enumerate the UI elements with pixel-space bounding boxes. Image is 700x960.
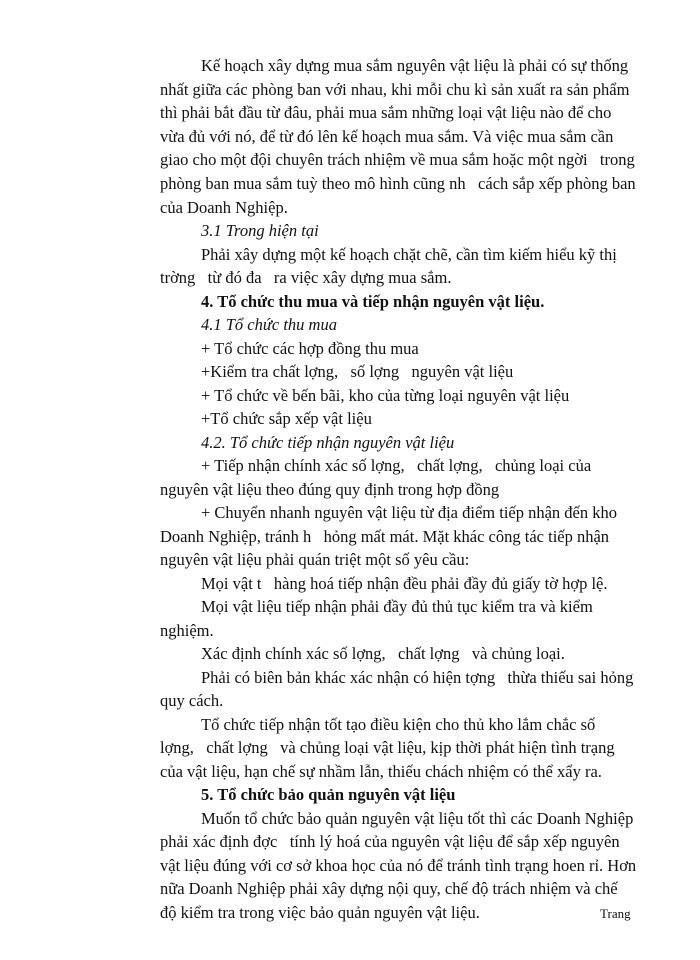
paragraph-line: Mọi vật t hàng hoá tiếp nhận đều phải đầy đủ giấy tờ hợp lệ. [201,574,608,593]
paragraph-line: nữa Doanh Nghiệp phải xây dựng nội quy, chế độ trách nhiệm và chế [160,879,618,898]
section-heading: 5. Tổ chức bảo quản nguyên vật liệu [201,785,456,804]
list-item: +Kiểm tra chất lợng, số lợng nguyên vật liệu [201,362,514,381]
paragraph-line: nguyên vật liệu theo đúng quy định trong hợp đồng [160,480,500,499]
paragraph-line: lợng, chất lợng và chủng loại vật liệu, kịp thời phát hiện tình trạng [160,738,615,757]
paragraph-line: Mọi vật liệu tiếp nhận phải đầy đủ thủ tục kiểm tra và kiểm [201,597,593,616]
paragraph-line: thì phải bắt đầu từ đâu, phải mua sắm những loại vật liệu nào để cho [160,103,612,122]
paragraph-line: Doanh Nghiệp, tránh h hỏng mất mát. Mặt khác công tác tiếp nhận [160,527,610,546]
paragraph-line: độ kiểm tra trong việc bảo quản nguyên vật liệu. [160,903,480,922]
paragraph-line: trờng từ đó đa ra việc xây dựng mua sắm. [160,268,452,287]
paragraph-line: quy cách. [160,691,224,710]
paragraph-line: Muốn tổ chức bảo quản nguyên vật liệu tốt thì các Doanh Nghiệp [201,809,634,828]
paragraph-line: Tổ chức tiếp nhận tốt tạo điều kiện cho thủ kho lắm chắc số [201,715,596,734]
subsection-heading: 3.1 Trong hiện tại [201,221,319,240]
paragraph-line: của Doanh Nghiệp. [160,198,288,217]
paragraph-line: Phải xây dựng một kế hoạch chặt chẽ, cần tìm kiếm hiểu kỹ thị [201,245,617,264]
paragraph-line: + Chuyển nhanh nguyên vật liệu từ địa điểm tiếp nhận đến kho [201,503,617,522]
subsection-heading: 4.2. Tổ chức tiếp nhận nguyên vật liệu [201,433,455,452]
paragraph-line: Kế hoạch xây dựng mua sắm nguyên vật liệu là phải có sự thống [201,56,629,75]
subsection-heading: 4.1 Tổ chức thu mua [201,315,337,334]
paragraph-line: Xác định chính xác số lợng, chất lợng và chủng loại. [201,644,565,663]
paragraph-line: phải xác định đợc tính lý hoá của nguyên vật liệu để sắp xếp nguyên [160,832,620,851]
list-item: +Tổ chức sắp xếp vật liệu [201,409,372,428]
page-footer: Trang [600,906,631,921]
list-item: + Tổ chức về bến bãi, kho của từng loại nguyên vật liệu [201,386,570,405]
paragraph-line: của vật liệu, hạn chế sự nhầm lẫn, thiếu chách nhiệm có thể xẩy ra. [160,762,602,781]
paragraph-line: phòng ban mua sắm tuỳ theo mô hình cũng nh cách sắp xếp phòng ban [160,174,636,193]
paragraph-line: + Tiếp nhận chính xác số lợng, chất lợng, chủng loại của [201,456,592,475]
paragraph-line: vật liệu đúng với cơ sở khoa học của nó để tránh tình trạng hoen rỉ. Hơn [160,856,637,875]
section-heading: 4. Tổ chức thu mua và tiếp nhận nguyên vật liệu. [201,292,545,311]
paragraph-line: giao cho một đội chuyên trách nhiệm về mua sắm hoặc một ngời trong [160,150,635,169]
paragraph-line: nhất giữa các phòng ban với nhau, khi mỗi chu kì sản xuất ra sản phẩm [160,80,630,99]
paragraph-line: Phải có biên bản khác xác nhận có hiện tợng thừa thiếu sai hỏng [201,668,634,687]
paragraph-line: nguyên vật liệu phải quán triệt một số yêu cầu: [160,550,470,569]
list-item: + Tổ chức các hợp đồng thu mua [201,339,419,358]
paragraph-line: vừa đủ với nó, để từ đó lên kế hoạch mua sắm. Và việc mua sắm cần [160,127,614,146]
paragraph-line: nghiệm. [160,621,214,640]
